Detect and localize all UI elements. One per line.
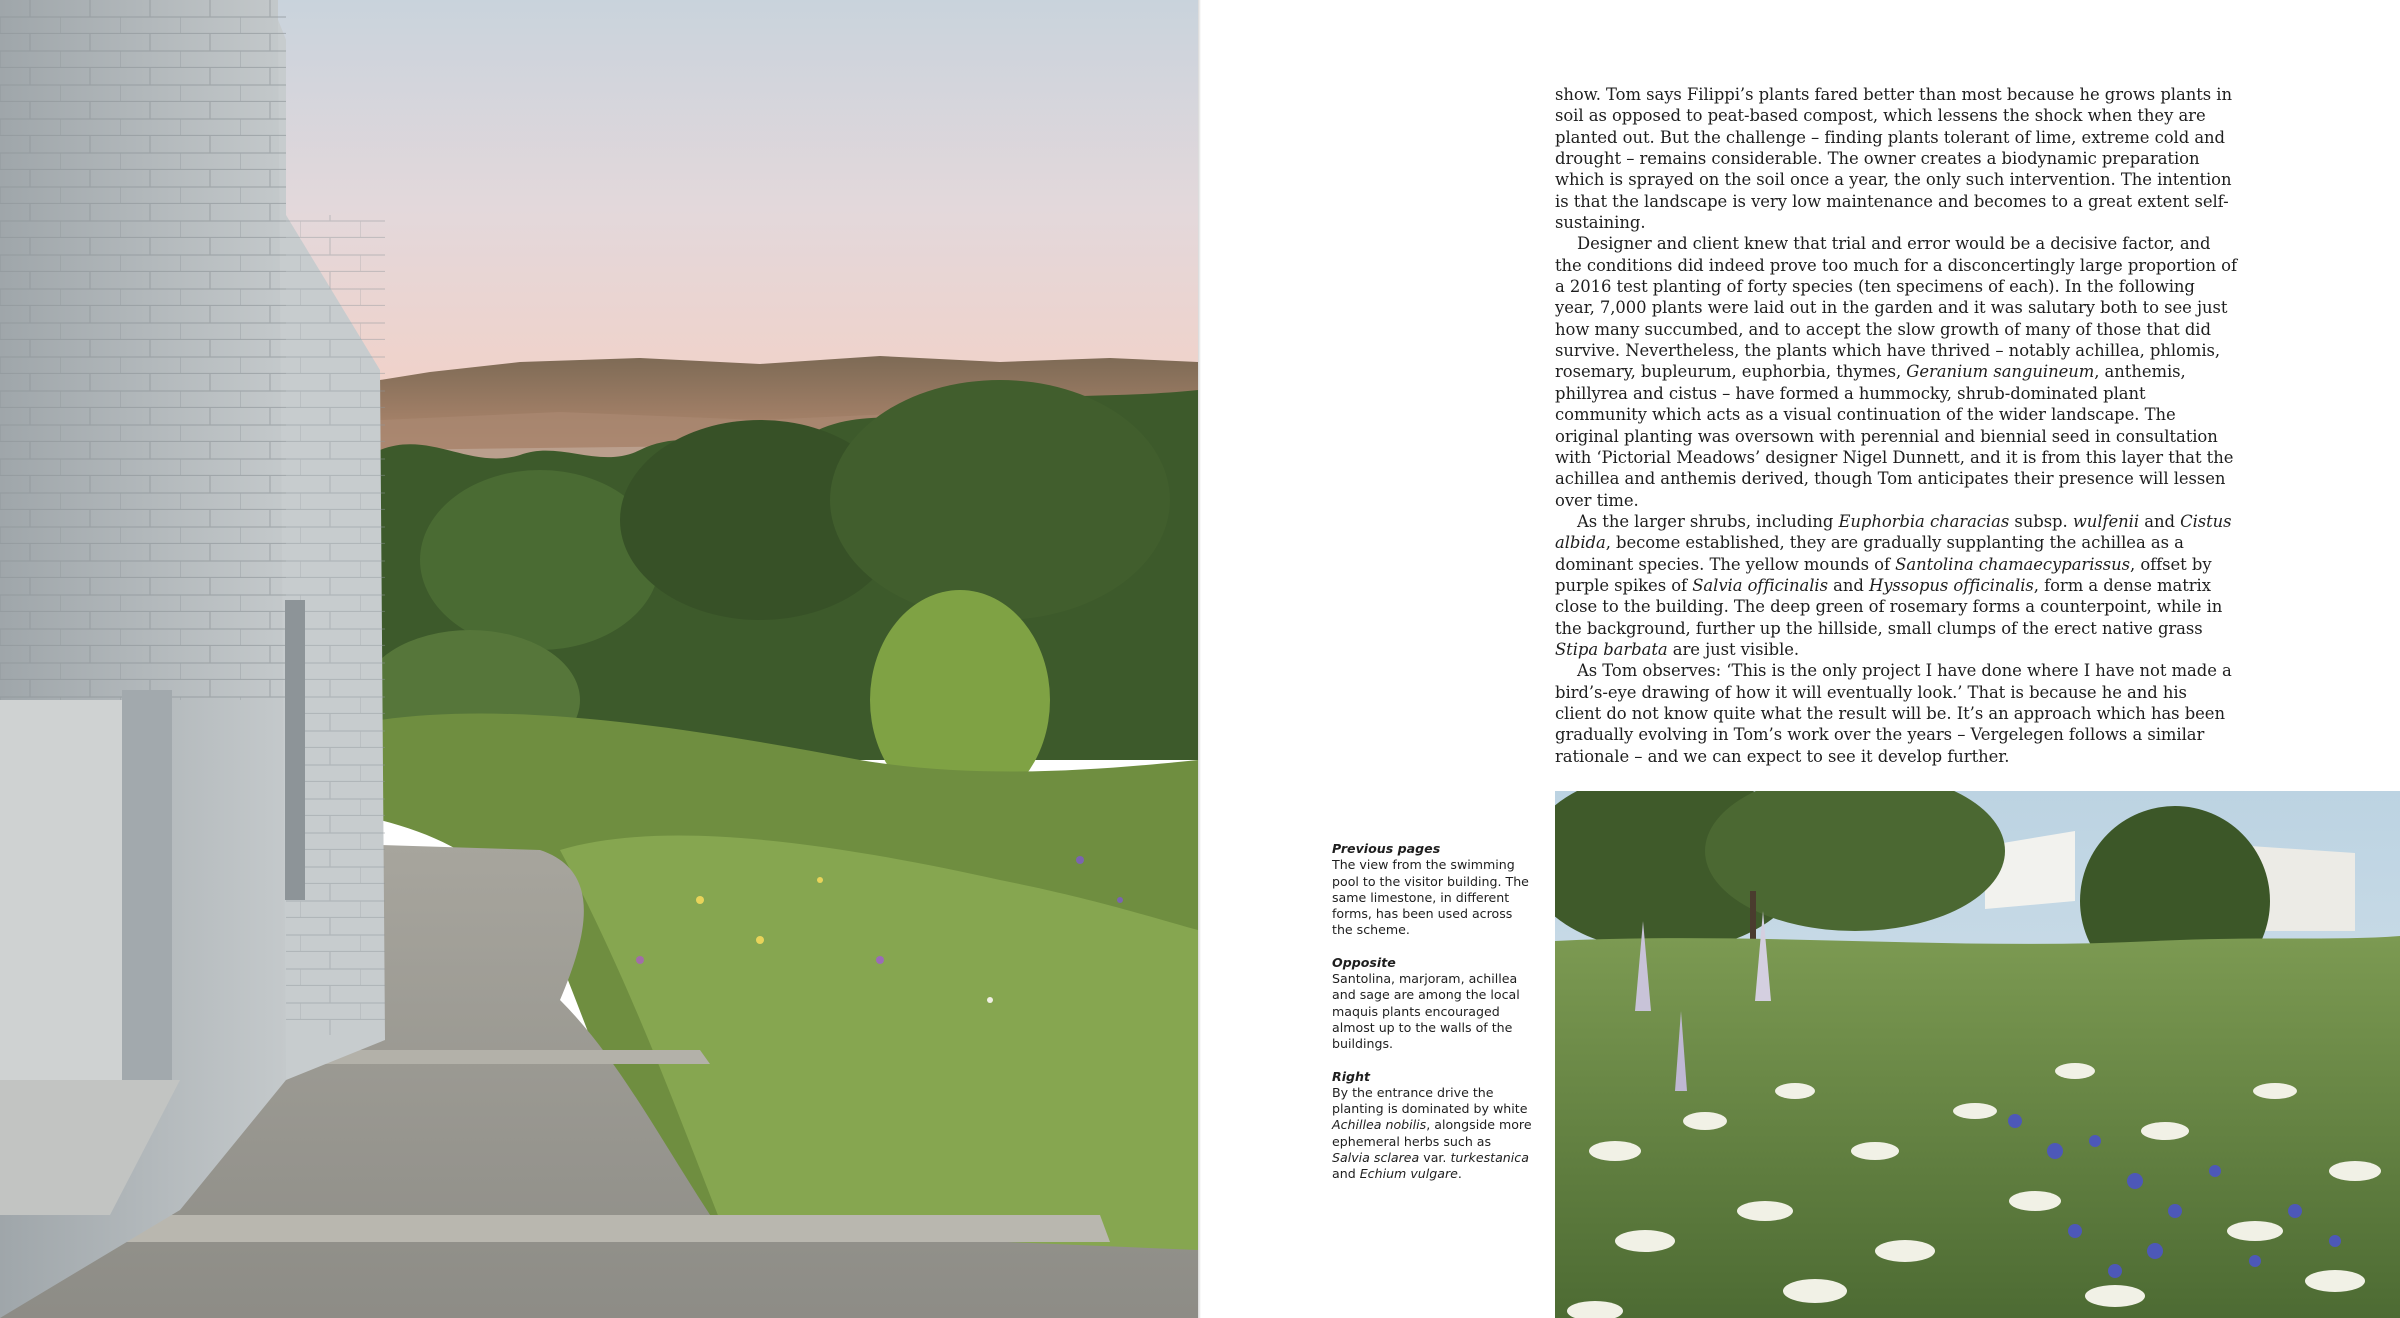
caption-opposite <box>1332 955 1532 1053</box>
caption-text: The view from the swimming pool to the visitor building. The same limestone, in different forms, has been used across the scheme. <box>1332 857 1529 938</box>
caption-right <box>1332 1069 1532 1183</box>
italic-text: Achillea nobilis <box>1332 1117 1427 1133</box>
italic-text: Echium vulgare <box>1359 1166 1458 1182</box>
italic-text: Stipa barbata <box>1555 639 1668 659</box>
caption-heading: Opposite <box>1332 954 1396 970</box>
caption-text: By the entrance drive the planting is dominated by white Achillea nobilis, alongside more ephemeral herbs such as Salvia sclarea var. turkestanica and Echium vulgare. <box>1332 1084 1532 1182</box>
caption-heading: Right <box>1332 1068 1371 1084</box>
italic-text: turkestanica <box>1450 1150 1529 1166</box>
italic-text: wulfenii <box>2072 511 2140 531</box>
photo-entrance-drive-meadow <box>1555 791 2400 1318</box>
paragraph: As the larger shrubs, including Euphorbia characias subsp. wulfenii and Cistus albida, become established, they are gradually supplanting the achillea as a dominant species. The yellow mounds of Santolina chamaecyparissus, offset by purple spikes of Salvia officinalis and Hyssopus officinalis, form a dense matrix close to the building. The deep green of rosemary forms a counterpoint, while in the background, further up the hillside, small clumps of the erect native grass Stipa barbata are just visible. <box>1555 511 2232 659</box>
italic-text: Euphorbia characias <box>1838 511 2010 531</box>
article-body <box>1555 84 2237 767</box>
spine-gutter <box>1198 0 1201 1318</box>
photo-illustration <box>1555 791 2400 1318</box>
italic-text: Geranium sanguineum <box>1906 362 2095 382</box>
paragraph: show. Tom says Filippi’s plants fared better than most because he grows plants in soil as opposed to peat-based compost, which lessens the shock when they are planted out. But the challenge – finding plants tolerant of lime, extreme cold and drought – remains considerable. The owner creates a biodynamic preparation which is sprayed on the soil once a year, the only such intervention. The intention is that the landscape is very low maintenance and becomes to a great extent self-sustaining. <box>1555 85 2232 233</box>
italic-text: Salvia sclarea <box>1332 1150 1420 1166</box>
photo-captions <box>1332 841 1532 1199</box>
caption-text: Santolina, marjoram, achillea and sage are among the local maquis plants encouraged almost up to the walls of the buildings. <box>1332 971 1520 1052</box>
paragraph: Designer and client knew that trial and error would be a decisive factor, and the conditions did indeed prove too much for a disconcertingly large proportion of a 2016 test planting of forty species (ten specimens of each). In the following year, 7,000 plants were laid out in the garden and it was salutary both to see just how many succumbed, and to accept the slow growth of many of those that did survive. Nevertheless, the plants which have thrived – notably achillea, phlomis, rosemary, bupleurum, euphorbia, thymes, Geranium sanguineum, anthemis, phillyrea and cistus – have formed a hummocky, shrub-dominated plant community which acts as a visual continuation of the wider landscape. The original planting was oversown with perennial and biennial seed in consultation with ‘Pictorial Meadows’ designer Nigel Dunnett, and it is from this layer that the achillea and anthemis derived, though Tom anticipates their presence will lessen over time. <box>1555 234 2237 510</box>
italic-text: Hyssopus officinalis <box>1868 575 2034 595</box>
italic-text: Salvia officinalis <box>1692 575 1828 595</box>
italic-text: Santolina chamaecyparissus <box>1895 554 2130 574</box>
photo-illustration <box>0 0 1198 1318</box>
photo-garden-path-limestone-building <box>0 0 1198 1318</box>
caption-previous-pages <box>1332 841 1532 939</box>
caption-heading: Previous pages <box>1332 841 1441 856</box>
italic-text: Cistus albida <box>1555 511 2232 553</box>
paragraph: As Tom observes: ‘This is the only project I have done where I have not made a bird’s-eye drawing of how it will eventually look.’ That is because he and his client do not know quite what the result will be. It’s an approach which has been gradually evolving in Tom’s work over the years – Vergelegen follows a similar rationale – and we can expect to see it develop further. <box>1555 661 2232 766</box>
